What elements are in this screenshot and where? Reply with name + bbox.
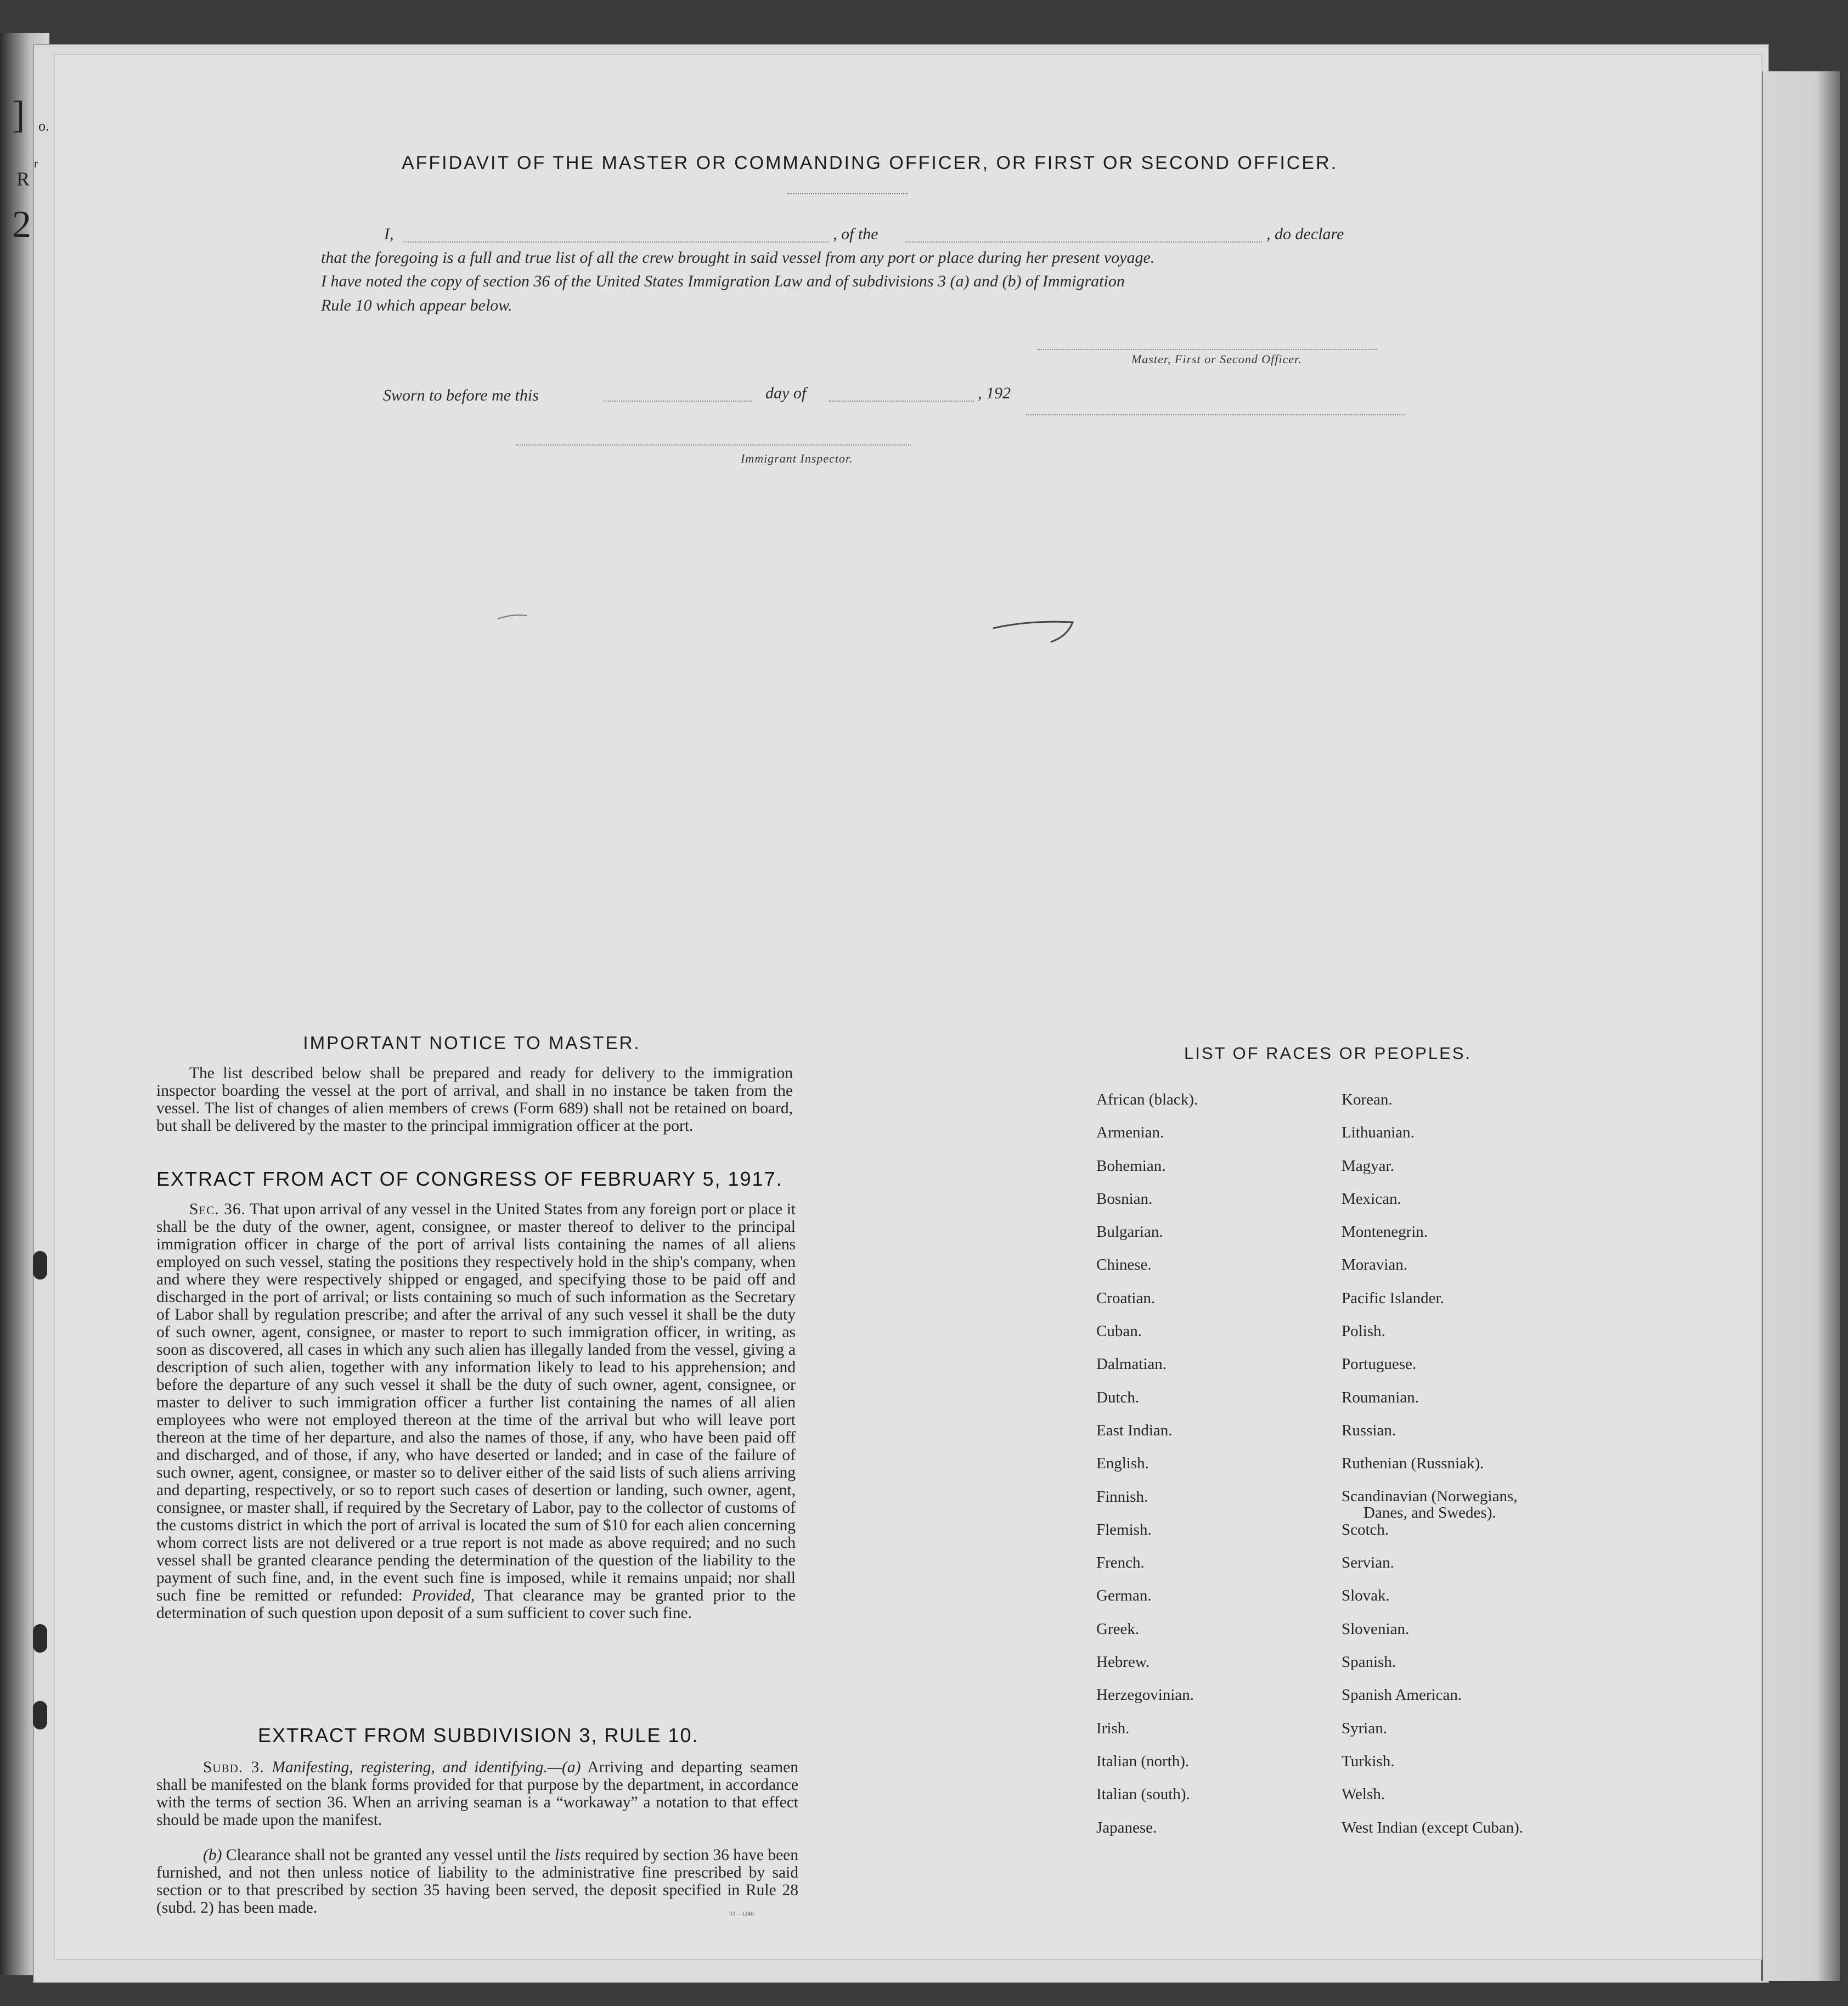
race-item: Irish.	[1096, 1719, 1130, 1737]
races-column-1	[1096, 1091, 1198, 1852]
affidavit-i: I,	[384, 225, 394, 243]
race-item: Roumanian.	[1342, 1388, 1419, 1406]
race-item: Servian.	[1342, 1554, 1394, 1572]
affidavit-of-the: , of the	[833, 225, 878, 243]
master-name-field[interactable]	[403, 241, 829, 243]
vessel-name-field[interactable]	[905, 241, 1262, 243]
sworn-day-field[interactable]	[604, 401, 752, 402]
race-item: Greek.	[1096, 1620, 1140, 1638]
race-item: Turkish.	[1342, 1752, 1395, 1770]
year-text: , 192	[978, 384, 1011, 402]
race-item: Portuguese.	[1342, 1355, 1417, 1373]
race-item: Bohemian.	[1096, 1157, 1166, 1175]
race-item: Moravian.	[1342, 1256, 1407, 1274]
race-item: Armenian.	[1096, 1124, 1164, 1142]
race-item: Ruthenian (Russniak).	[1342, 1455, 1484, 1473]
race-item: Pacific Islander.	[1342, 1289, 1444, 1307]
race-item: Japanese.	[1096, 1818, 1157, 1836]
para-b-lists: lists	[554, 1846, 581, 1864]
race-item: German.	[1096, 1587, 1152, 1605]
race-item: Korean.	[1342, 1091, 1393, 1108]
race-item: Finnish.	[1096, 1487, 1148, 1506]
sworn-text: Sworn to before me this	[383, 386, 539, 404]
race-item: Syrian.	[1342, 1719, 1387, 1737]
race-item: Cuban.	[1096, 1322, 1142, 1340]
master-signature-field[interactable]	[1037, 349, 1377, 350]
master-signature-caption: Master, First or Second Officer.	[1131, 352, 1302, 366]
pencil-mark	[497, 609, 529, 626]
margin-mark: r	[34, 156, 38, 170]
affidavit-line-3: I have noted the copy of section 36 of the United States Immigration Law and of subdivisions 3 (a) and (b) of Immigration	[321, 272, 1125, 290]
rule-para-b	[156, 1846, 798, 1917]
race-item: Slovenian.	[1342, 1620, 1410, 1638]
race-item: Mexican.	[1342, 1190, 1401, 1208]
right-page-edge	[1761, 71, 1840, 1981]
affidavit-line-2: that the foregoing is a full and true list of all the crew brought in said vessel from any port or place during her present voyage.	[321, 249, 1155, 267]
race-item: East Indian.	[1096, 1421, 1173, 1439]
para-a-text: Arriving and departing seamen shall be manifested on the blank forms provided for that purpose by the department, in accordance with the terms of section 36. When an arriving seaman is a “workaway” a notation to that effect should be made upon the manifest.	[156, 1759, 799, 1829]
inspector-signature-field[interactable]	[516, 444, 911, 446]
race-item: Welsh.	[1342, 1785, 1385, 1804]
inspector-caption: Immigrant Inspector.	[741, 452, 853, 465]
race-item: Bosnian.	[1096, 1190, 1153, 1208]
para-b-text-1: Clearance shall not be granted any vessel until the	[226, 1846, 551, 1864]
race-item: English.	[1096, 1455, 1149, 1473]
race-item: Scotch.	[1342, 1520, 1389, 1539]
section-text-end: That clearance may be granted prior to the determination of such question upon deposit of a sum sufficient to cover such fine.	[156, 1587, 796, 1622]
act-section-36	[156, 1201, 796, 1622]
race-item: French.	[1096, 1554, 1145, 1572]
form-number: 11—1240	[730, 1911, 754, 1917]
punch-hole	[33, 1251, 47, 1280]
race-item: Magyar.	[1342, 1157, 1394, 1175]
race-item-line-1: Scandinavian (Norwegians,	[1342, 1487, 1518, 1505]
punch-hole	[33, 1701, 47, 1729]
rule-extract-title: EXTRACT FROM SUBDIVISION 3, RULE 10.	[258, 1724, 699, 1746]
affidavit-title: AFFIDAVIT OF THE MASTER OR COMMANDING OFFICER, OR FIRST OR SECOND OFFICER.	[401, 153, 1338, 173]
race-item: Chinese.	[1096, 1256, 1152, 1274]
race-item: Slovak.	[1342, 1587, 1390, 1605]
race-item: Bulgarian.	[1096, 1223, 1163, 1241]
provided-text: Provided,	[412, 1587, 475, 1604]
act-extract-title: EXTRACT FROM ACT OF CONGRESS OF FEBRUARY 5, 1917.	[156, 1168, 783, 1190]
margin-mark: ]	[12, 94, 25, 136]
race-item: Russian.	[1342, 1421, 1396, 1439]
para-b-label: (b)	[203, 1846, 222, 1864]
race-item	[1342, 1488, 1523, 1521]
margin-mark: o.	[38, 118, 49, 134]
subd-heading: Manifesting, registering, and identifying.—(a)	[272, 1759, 581, 1776]
race-item: Herzegovinian.	[1096, 1686, 1194, 1704]
punch-hole	[33, 1624, 47, 1653]
rule-para-a	[156, 1759, 798, 1829]
margin-mark: R	[16, 168, 30, 190]
race-item: Dutch.	[1096, 1388, 1140, 1406]
race-item: West Indian (except Cuban).	[1342, 1818, 1524, 1836]
pencil-mark	[990, 615, 1078, 647]
para-b-text-2: required by section 36 have been furnished, and not then unless notice of liability to the administrative fine prescribed by said section or to that prescribed by section 35 having been served, the deposit specified in Rule 28 (subd. 2) has been made.	[156, 1846, 799, 1917]
race-item: Flemish.	[1096, 1520, 1152, 1539]
race-item: Lithuanian.	[1342, 1124, 1415, 1142]
notice-title: IMPORTANT NOTICE TO MASTER.	[303, 1033, 641, 1053]
race-item: Hebrew.	[1096, 1653, 1150, 1671]
race-item: Spanish American.	[1342, 1686, 1462, 1704]
races-title: LIST OF RACES OR PEOPLES.	[1184, 1044, 1472, 1063]
sworn-year-field[interactable]	[1026, 414, 1405, 415]
races-column-2	[1342, 1091, 1523, 1852]
race-item: Dalmatian.	[1096, 1355, 1167, 1373]
race-item: Montenegrin.	[1342, 1223, 1428, 1241]
race-item-line-2: Danes, and Swedes).	[1364, 1503, 1496, 1522]
race-item: Polish.	[1342, 1322, 1385, 1340]
affidavit-line-4: Rule 10 which appear below.	[321, 296, 512, 314]
section-label: Sec. 36.	[189, 1201, 246, 1218]
day-of-text: day of	[765, 384, 807, 402]
notice-text: The list described below shall be prepared and ready for delivery to the immigration inspector boarding the vessel at the port of arrival, and shall in no instance be taken from the vessel. The list of changes of alien members of crews (Form 689) shall not be retained on board, but shall be delivered by the master to the principal immigration officer at the port.	[156, 1064, 793, 1135]
race-item: Italian (north).	[1096, 1752, 1190, 1770]
race-item: Spanish.	[1342, 1653, 1396, 1671]
race-item: Croatian.	[1096, 1289, 1156, 1307]
affidavit-declare: , do declare	[1266, 225, 1344, 243]
subd-label: Subd. 3.	[203, 1759, 264, 1776]
section-text: That upon arrival of any vessel in the United States from any foreign port or place it shall be the duty of the owner, agent, consignee, or master thereof to deliver to the principal immigration officer in charge of the port of arrival lists containing the names of all aliens employed on such vessel, stating the positions they respectively hold in the ship's company, when and where they were respectively shipped or engaged, and specifying those to be paid off and discharged in the port of arrival; or lists containing so much of such information as the Secretary of Labor shall by regulation prescribe; and after the arrival of any such vessel it shall be the duty of such owner, agent, consignee, or master to report to such immigration officer, in writing, as soon as discovered, all cases in which any such alien has illegally landed from the vessel, giving a description of such alien, together with any information likely to lead to his apprehension; and before the departure of any such vessel it shall be the duty of such owner, agent, consignee, or master to deliver to such immigration officer a further list containing the names of all alien employees who were not employed thereon at the time of the arrival but who will leave port thereon at the time of her departure, and also the names of those, if any, who have been paid off and discharged, and of those, if any, who have deserted or landed; and in case of the failure of such owner, agent, consignee, or master so to deliver either of the said lists of such aliens arriving and departing, respectively, or so to report such cases of desertion or landing, such owner, agent, consignee, or master shall, if required by the Secretary of Labor, pay to the collector of customs of the customs district in which the port of arrival is located the sum of $10 for each alien concerning whom correct lists are not delivered or a true report is not made as above required; and no such vessel shall be granted clearance pending the determination of the question of the liability to the payment of such fine, and, in the event such fine is imposed, while it remains unpaid; nor shall such fine be remitted or refunded:	[156, 1201, 796, 1604]
race-item: African (black).	[1096, 1091, 1198, 1108]
sworn-month-field[interactable]	[829, 401, 974, 402]
race-item: Italian (south).	[1096, 1785, 1190, 1804]
margin-mark: 2	[12, 204, 31, 246]
title-divider	[787, 193, 908, 194]
